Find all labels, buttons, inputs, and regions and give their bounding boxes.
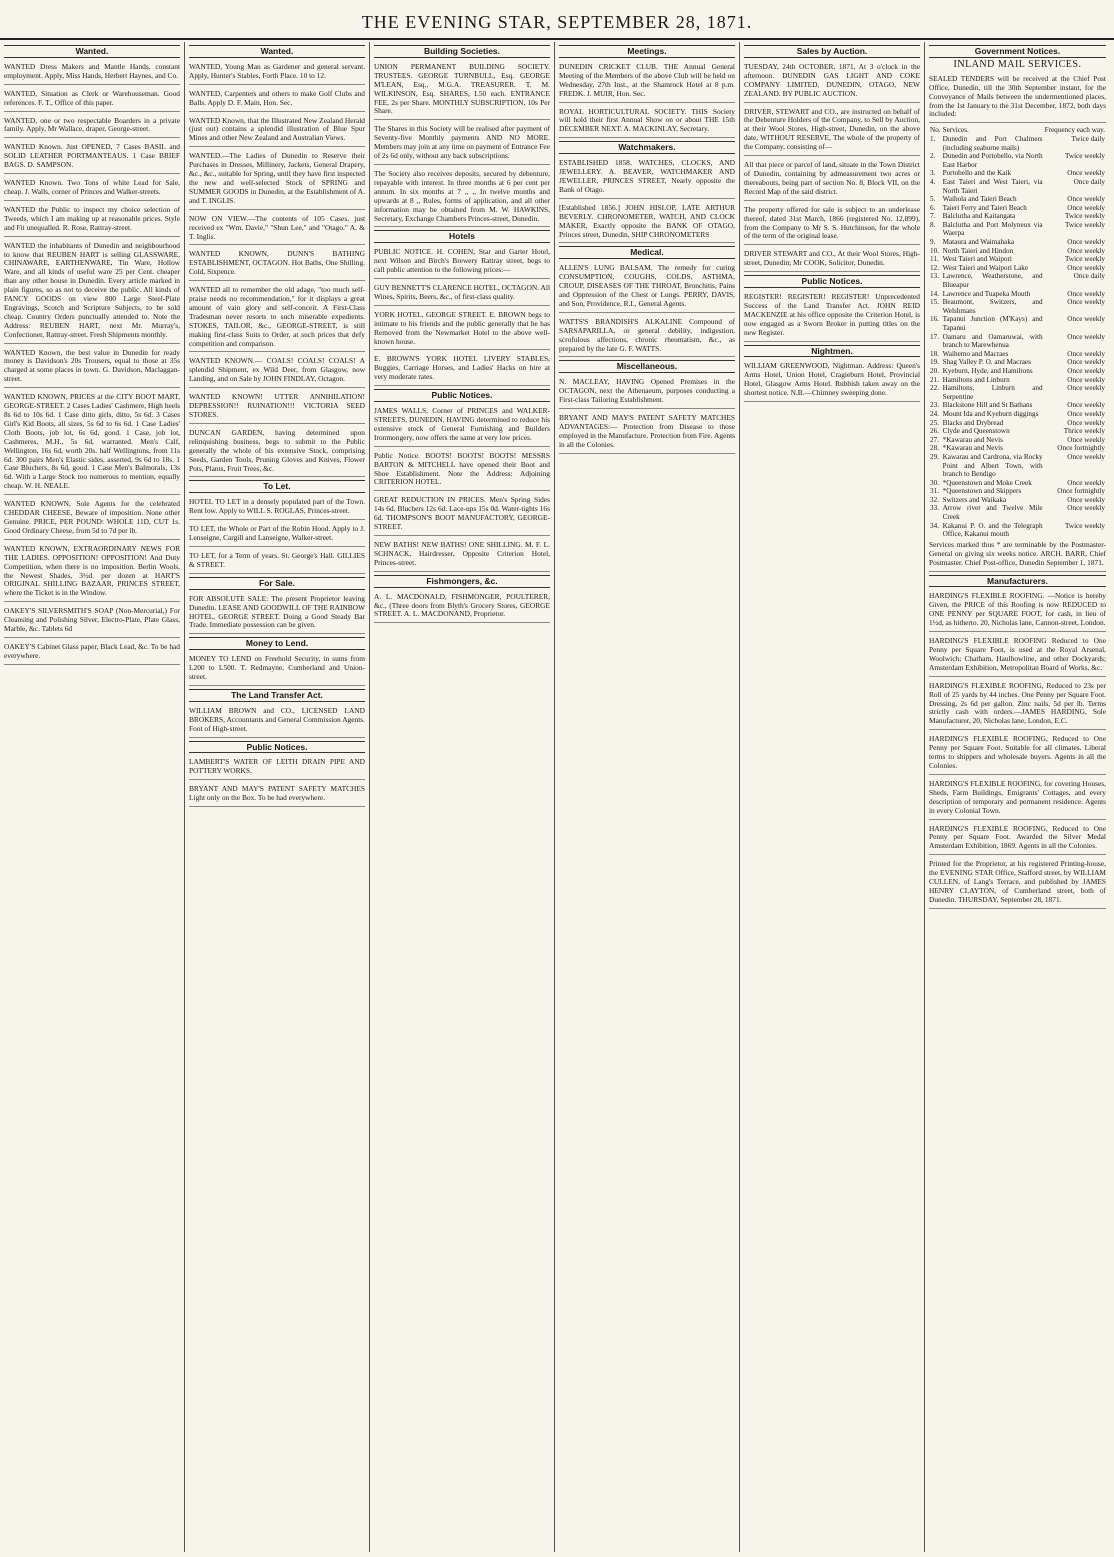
- table-row: [929, 264, 1106, 273]
- table-cell: Once weekly: [1067, 401, 1105, 410]
- advertisement: WANTED, one or two respectable Boarders in a private family. Apply, Mr Wallace, draper, George-street.: [4, 115, 180, 139]
- advertisement: ALLEN'S LUNG BALSAM. The remedy for curing CONSUMPTION, COUGHS, COLDS, ASTHMA, CROUP, DISEASES OF THE THROAT, Bronchitis, Pains and Oppression of the Chest or Lungs. PERRY, DAVIS, and Son, Providence, R.I., General Agents.: [559, 262, 735, 313]
- table-cell: Once weekly: [1067, 366, 1105, 375]
- advertisement: WANTED KNOWN.— COALS! COALS! COALS! A splendid Shipment, ex Wild Deer, from Glasgow, now Landing, and on Sale by JOHN FINDLAY, Octagon.: [189, 355, 365, 388]
- advertisement: DRIVER, STEWART and CO., are instructed on behalf of the Debenture Holders of the Company, to Sell by Auction, at their Wool Stores, High-street, Dunedin, on the above date, WITHOUT RESERVE, The whole of the property of the Company, consisting of—: [744, 106, 920, 157]
- advertisement: REGISTER! REGISTER! REGISTER! Unprecedented Success of the Land Transfer Act. JOHN REID MACKENZIE at his office opposite the Criterion Hotel, is now engaged as a Sworn Broker in putting titles on the new Register.: [744, 291, 920, 342]
- advertisement: DUNCAN GARDEN, having determined upon relinquishing business, begs to submit to the Public generally the whole of his extensive Stock, comprising Seeds, Garden Tools, Pruning Gloves and Knives, Flower Pots, Plants, Fruit Trees, &c.: [189, 427, 365, 478]
- table-cell: Twice weekly: [1064, 152, 1105, 161]
- table-row: [929, 178, 1106, 195]
- table-cell: Twice weekly: [1064, 212, 1105, 221]
- table-row: [929, 401, 1106, 410]
- table-cell: *Queenstown and Skippers: [942, 487, 1022, 496]
- table-cell: Tapanui Junction (M'Kays) and Tapanui: [942, 315, 1043, 332]
- table-row: [929, 444, 1106, 453]
- table-cell: 18.: [930, 349, 939, 358]
- table-row: [929, 479, 1106, 488]
- table-cell: Lawrence and Tuapeka Mouth: [942, 289, 1031, 298]
- table-cell: Mataura and Waimahaka: [942, 238, 1015, 247]
- table-cell: 10.: [930, 246, 939, 255]
- column-3: [370, 42, 555, 1552]
- advertisement: WANTED.—The Ladies of Dunedin to Reserve their Purchases in Dresses, Millinery, Jackets, General Drapery, &c., &c., suitable for Spring, until they have first inspected the new and well-selected Stock of SPRING and SUMMER GOODS in Dunedin, at the Establishment of A. and T. INGLIS.: [189, 150, 365, 209]
- table-cell: 22.: [930, 384, 939, 393]
- table-header-cell: Frequency each way.: [1044, 126, 1105, 135]
- table-cell: Waihola and Taieri Beach: [942, 195, 1017, 204]
- table-cell: *Queenstown and Moke Creek: [942, 478, 1032, 487]
- table-cell: Once weekly: [1067, 203, 1105, 212]
- section-heading: Hotels: [374, 230, 550, 243]
- table-cell: Once fortnightly: [1057, 444, 1105, 453]
- table-cell: Blacks and Drybread: [942, 418, 1004, 427]
- advertisement: [Established 1856.] JOHN HISLOP, LATE ARTHUR BEVERLY. CHRONOMETER, WATCH, AND CLOCK MAKER, Exactly opposite the BANK OF OTAGO, Princes street, Dunedin, SHIP CHRONOMETERS: [559, 202, 735, 244]
- advertisement: DUNEDIN CRICKET CLUB. THE Annual General Meeting of the Members of the above Club will be held on Wednesday, 27th Inst., at the Shamrock Hotel at 8 p.m. FREDK. J. MUIR, Hon. Sec.: [559, 61, 735, 103]
- table-cell: 13.: [930, 272, 939, 281]
- table-cell: Thrice weekly: [1063, 427, 1105, 436]
- section-heading: Wanted.: [4, 45, 180, 58]
- advertisement: WANTED, Situation as Clerk or Warehouseman. Good references. F. T., Office of this paper.: [4, 88, 180, 112]
- advertisement: WANTED Known, the best value in Dunedin for ready money is Davidson's 20s Trousers, equal to those at 35s charged at some places in town. G. Davidson, Maclaggan-street.: [4, 347, 180, 389]
- table-cell: 29.: [930, 452, 939, 461]
- table-cell: 30.: [930, 478, 939, 487]
- section-heading: Public Notices.: [189, 741, 365, 754]
- advertisement: All that piece or parcel of land, situate in the Town District of Dunedin, containing by admeasurement two acres or thereabouts, being part of section No. 8, Block VII, on the Record Map of the said district.: [744, 159, 920, 201]
- table-cell: Lawrence, Weatherstone, and Blueapur: [942, 272, 1043, 290]
- table-cell: Once weekly: [1067, 332, 1105, 341]
- advertisement: WANTED KNOWN, Sole Agents for the celebrated CHEDDAR CHEESE, Beware of imposition. None other Genuine. PRICE, PER POUND: WHOLE 11D, CUT 1s. Good Ordinary Cheese, from 5d to 7d per lb.: [4, 498, 180, 540]
- table-row: [929, 169, 1106, 178]
- column-4: [555, 42, 740, 1552]
- advertisement: WANTED the Public to inspect my choice selection of Tweeds, which I am making up at reasonable prices. Style and Fit unequalled. R. Rose, Rattray-street.: [4, 204, 180, 237]
- advertisement: TUESDAY, 24th OCTOBER, 1871, At 3 o'clock in the afternoon. DUNEDIN GAS LIGHT AND COKE COMPANY LIMITED, DUNEDIN, OTAGO, NEW ZEALAND. BY PUBLIC AUCTION.: [744, 61, 920, 103]
- table-cell: Beaumont, Switzers, and Welshmans: [942, 298, 1043, 315]
- advertisement: The Society also receives deposits, secured by debenture, repayable with interest. In three months at 6 per cent per annum. In six months at 7 ,, ,, In twelve months and upwards at 8 ,, Rules, forms of application, and all other information may be obtained from M. W. HAWKINS, Secretary, Exchange Chambers Princes-street, Dunedin.: [374, 168, 550, 227]
- table-row: [929, 272, 1106, 289]
- advertisement: WATTS'S BRANDISH'S ALKALINE Compound of SARSAPARILLA, or general debility, indigestion, scrofulous affections, chronic rheumatism, &c., as prepared by the late G. F. WATTS.: [559, 316, 735, 358]
- table-cell: 26.: [930, 427, 939, 436]
- table-row: [929, 152, 1106, 169]
- table-cell: 1.: [930, 134, 936, 143]
- advertisement: A. L. MACDONALD, FISHMONGER, POULTERER, &c., (Three doors from Blyth's Grocery Stores, GEORGE STREET. A. L. MACDONAND, Proprietor.: [374, 591, 550, 624]
- table-cell: Hamiltons, Linburn and Serpentine: [942, 384, 1043, 401]
- masthead-rule: [0, 38, 1114, 40]
- table-cell: Balclutha and Port Molyneux via Waerpa: [942, 220, 1043, 238]
- table-cell: Once weekly: [1067, 495, 1105, 504]
- table-cell: Kakanui P. O. and the Telegraph Office, Kakanui mouth: [942, 521, 1043, 539]
- table-cell: 11.: [930, 255, 939, 264]
- section-heading: The Land Transfer Act.: [189, 689, 365, 702]
- section-heading: Fishmongers, &c.: [374, 575, 550, 588]
- mail-services-title: INLAND MAIL SERVICES.: [953, 58, 1082, 70]
- table-cell: Once weekly: [1067, 315, 1105, 324]
- table-cell: 16.: [930, 315, 939, 324]
- section-heading: To Let.: [189, 480, 365, 493]
- table-cell: 9.: [930, 238, 936, 247]
- section-heading: Money to Lend.: [189, 637, 365, 650]
- table-cell: 23.: [930, 401, 939, 410]
- table-cell: Once weekly: [1067, 435, 1105, 444]
- advertisement: NEW BATHS! NEW BATHS! ONE SHILLING. M. F. L. SCHNACK, Hairdresser, Opposite Criterion Hotel, Princes-street.: [374, 539, 550, 572]
- table-row: [929, 298, 1106, 315]
- advertisement: HARDING'S FLEXIBLE ROOFING, Reduced to 23s per Roll of 25 yards by 44 inches. One Penny per Square Foot. Dressing, 2s 6d per gallon. Zinc nails, 5d per lb. Terms strictly cash with orders.—JAMES HARDING, Sole Manufacturer, 20, Nicholas lane, London, E.C.: [929, 680, 1106, 731]
- section-heading: Nightmen.: [744, 345, 920, 358]
- table-header-cell: Services.: [942, 126, 969, 135]
- table-row: [929, 333, 1106, 350]
- advertisement: JAMES WALLS, Corner of PRINCES and WALKER-STREETS, DUNEDIN. HAVING determined to reduce his extensive stock of General Furnishing and Builders Ironmongery, now offers the same at very low prices.: [374, 405, 550, 447]
- advertisement: HARDING'S FLEXIBLE ROOFING. —Notice is hereby Given, the PRICE of this Roofing is now REDUCED to ONE PENNY per SQUARE FOOT, for cash, in lieu of 1½d, as hitherto. 20, Nicholas lane, Cannon-street, London.: [929, 590, 1106, 632]
- section-heading: Meetings.: [559, 45, 735, 58]
- table-cell: Once weekly: [1067, 349, 1105, 358]
- table-header-row: [929, 126, 1106, 135]
- column-1: [0, 42, 185, 1552]
- table-cell: Once weekly: [1067, 452, 1105, 461]
- section-heading: Government Notices.: [929, 45, 1106, 58]
- table-row: [929, 135, 1106, 152]
- table-cell: 15.: [930, 298, 939, 307]
- table-header-cell: No.: [930, 126, 941, 135]
- table-cell: West Taieri and Waipori Lake: [942, 263, 1029, 272]
- table-cell: Once weekly: [1067, 478, 1105, 487]
- table-row: [929, 221, 1106, 238]
- column-6: [925, 42, 1110, 1552]
- mail-footer: Services marked thus * are terminable by the Postmaster-General on giving six weeks notice. ARCH. BARR, Chief Postmaster. Chief Post-office, Dunedin September 1, 1871.: [929, 539, 1106, 572]
- advertisement: WANTED all to remember the old adage, "too much self-praise needs no recommendation," for it displays a great amount of vain glory and self-conceit. A First-Class Tradesman never resorts to such miserable expedients. STOKES, TAILOR, &c., GEORGE-STREET, is still making first-class Suits to Order, at such prices that defy competition and comparison.: [189, 284, 365, 352]
- table-cell: Once weekly: [1067, 358, 1105, 367]
- table-cell: Shag Valley P. O. and Macraes: [942, 358, 1031, 367]
- advertisement: WANTED KNOWN, EXTRAORDINARY NEWS FOR THE LADIES. OPPOSITION! OPPOSITION! And Duty Competition, when there is no imposition. Berlin Wools, the Newest Shades, 3½d. per dozen at HART'S ORIGINAL SHILLING BAZAAR, PRINCES STREET, where the Ticket is in the Window.: [4, 543, 180, 602]
- advertisement: WANTED KNOWN, PRICES at the CITY BOOT MART, GEORGE-STREET. 2 Cases Ladies' Cashmere, High heels 8s 6d to 10s 6d. 1 Case ditto girls, ditto, 5s 6d. 3 Cases Girl's Kid Boots, all sizes, 5s 6d to 6s 6d. 1 Case Ladies' Cloth Boots, job lot, 6s 6d, good. 1 Case, job lot, Cashmeres, M.H., 5s 6d, warranted. Men's Calf, Wellington, 16s 6d, worth 20s. half Wellingtons, from 11s 6d. 300 pairs Men's Elastic sides, asserted, 9s 6d to 18s. 1 Case Bluchers, 8s 6d, good. 1 Case Men's Balmorals, 13s 6d. With a Large Stock too numerous to mention, equally cheap. W. H. NEALE.: [4, 391, 180, 495]
- table-cell: 17.: [930, 332, 939, 341]
- advertisement: HARDING'S FLEXIBLE ROOFING, Reduced to One Penny per Square Foot. Awarded the Silver Medal Amsterdam Exhibition, 1869. Agents in all the Colonies.: [929, 823, 1106, 856]
- table-cell: Once daily: [1073, 272, 1105, 281]
- table-cell: North Taieri and Hindon: [942, 246, 1014, 255]
- advertisement: GREAT REDUCTION IN PRICES. Men's Spring Sides 14s 6d. Bluchers 12s 6d. Lace-ups 15s 0d. Water-tights 16s 6d. THOMPSON'S BOOT MANUFACTORY, GEORGE-STREET.: [374, 494, 550, 536]
- advertisement: WANTED KNOWN, DUNN'S BATHING ESTABLISHMENT, OCTAGON. Hot Baths, One Shilling. Cold, Sixpence.: [189, 248, 365, 281]
- table-row: [929, 204, 1106, 213]
- table-row: [929, 419, 1106, 428]
- table-cell: 14.: [930, 289, 939, 298]
- table-cell: Once daily: [1073, 177, 1105, 186]
- printer-imprint: Printed for the Proprietor, at his registered Printing-house, the EVENING STAR Office, Stafford street, by WILLIAM CULLEN, of Lang's Terrace, and published by JAMES HENRY CLAYTON, of Cumberland street, both of Dunedin. THURSDAY, September 28, 1871.: [929, 858, 1106, 909]
- table-cell: Twice weekly: [1064, 521, 1105, 530]
- table-cell: 3.: [930, 169, 936, 178]
- advertisement: WANTED Dress Makers and Mantle Hands, constant employment. Apply, Miss Hands, Herbert Haynes, and Co.: [4, 61, 180, 85]
- section-heading: Wanted.: [189, 45, 365, 58]
- advertisement: OAKEY'S SILVERSMITH'S SOAP (Non-Mercurial,) For Cleansing and Polishing Silver, Electro-Plate, Plate Glass, Marble, &c. Tablets 6d: [4, 605, 180, 638]
- table-row: [929, 247, 1106, 256]
- table-cell: 6.: [930, 203, 936, 212]
- columns: [0, 42, 1114, 1552]
- table-cell: Once weekly: [1067, 289, 1105, 298]
- table-cell: 28.: [930, 444, 939, 453]
- table-cell: 7.: [930, 212, 936, 221]
- advertisement: BRYANT AND MAY'S PATENT SAFETY MATCHES ADVANTAGES:— Protection from Disease to those employed in the Manufacture. Protection from Fire. Agents in all the Colonies.: [559, 412, 735, 454]
- advertisement: WILLIAM BROWN and CO., LICENSED LAND BROKERS, Accountants and General Commission Agents. Foot of High-street.: [189, 705, 365, 738]
- section-heading: Sales by Auction.: [744, 45, 920, 58]
- table-cell: Switzers and Waikaka: [942, 495, 1007, 504]
- table-cell: Once weekly: [1067, 195, 1105, 204]
- advertisement: BRYANT AND MAY'S PATENT SAFETY MATCHES Light only on the Box. To be had everywhere.: [189, 783, 365, 807]
- advertisement: MONEY TO LEND on Freehold Security, in sums from L200 to L500. T. Redmayne, Cumberland and Union-street.: [189, 653, 365, 686]
- section-heading: Watchmakers.: [559, 141, 735, 154]
- advertisement: WANTED the inhabitants of Dunedin and neighbourhood to know that REUBEN HART is selling GLASSWARE, CHINAWARE, EARTHENWARE, Tin Ware, Hollow Ware, and all kinds of useful ware 25 per Cent. cheaper than any other house in Dunedin. Every article marked in plain figures, so as not to deceive the public. All kinds of FANCY GOODS on view 800 Large Steel-Plate Engravings, Scotch and Scripture Subjects, to be sold cheap. Country Orders punctually attended to. Note the Address: REUBEN HART, next Mr. Murray's, Confectioner, Rattray-street. Fresh Shipments monthly.: [4, 240, 180, 344]
- table-cell: Once fortnightly: [1057, 487, 1105, 496]
- table-row: [929, 487, 1106, 496]
- table-cell: Once weekly: [1067, 409, 1105, 418]
- table-cell: Once weekly: [1067, 418, 1105, 427]
- mail-services-table: [929, 126, 1106, 539]
- advertisement: UNION PERMANENT BUILDING SOCIETY. TRUSTEES. GEORGE TURNBULL, Esq. GEORGE M'LEAN, Esq., M.G.A. TREASURER. T. M. WILKINSON, Esq. SHARES, L50 each. ENTRANCE FEE, 2s per Share. MONTHLY SUBSCRIPTION, 10s Per Share.: [374, 61, 550, 120]
- advertisement: WANTED, Carpenters and others to make Golf Clubs and Balls. Apply D. F. Main, Hon. Sec.: [189, 88, 365, 112]
- table-row: [929, 436, 1106, 445]
- table-row: [929, 290, 1106, 299]
- advertisement: PUBLIC NOTICE. H. COHEN, Star and Garter Hotel, next Wilson and Birch's Brewery Rattray street, begs to call public attention to the following prices:—: [374, 246, 550, 279]
- advertisement: FOR ABSOLUTE SALE: The present Proprietor leaving Dunedin. LEASE AND GOODWILL OF THE RAINBOW HOTEL, GEORGE STREET. Doing a Good Steady Bar Trade. Immediate possession can be given.: [189, 593, 365, 635]
- table-row: [929, 255, 1106, 264]
- table-row: [929, 522, 1106, 539]
- table-cell: 4.: [930, 177, 936, 186]
- table-cell: Twice weekly: [1064, 220, 1105, 229]
- table-cell: Once weekly: [1067, 384, 1105, 393]
- table-row: [929, 453, 1106, 479]
- table-cell: Kawarau and Cardrona, via Rocky Point and Albert Town, with branch to Bendigo: [942, 452, 1043, 479]
- table-cell: 31.: [930, 487, 939, 496]
- table-cell: Twice weekly: [1064, 255, 1105, 264]
- advertisement: TO LET, the Whole or Part of the Robin Hood. Apply to J. Lenseigne, Cargill and Lanseigne, Walker-street.: [189, 523, 365, 547]
- section-heading: Public Notices.: [744, 275, 920, 288]
- table-cell: 27.: [930, 435, 939, 444]
- table-cell: Once weekly: [1067, 504, 1105, 513]
- table-row: [929, 358, 1106, 367]
- table-cell: Portobello and the Kaik: [942, 169, 1012, 178]
- table-cell: Once weekly: [1067, 298, 1105, 307]
- table-cell: Once weekly: [1067, 169, 1105, 178]
- table-row: [929, 367, 1106, 376]
- table-cell: Once weekly: [1067, 238, 1105, 247]
- advertisement: YORK HOTEL, GEORGE STREET. E. BROWN begs to intimate to his friends and the public generally that he has Removed from the Newmarket Hotel to the above well-known house.: [374, 309, 550, 351]
- section-heading: Building Societies.: [374, 45, 550, 58]
- table-cell: Balclutha and Kaitangata: [942, 212, 1016, 221]
- table-cell: 8.: [930, 220, 936, 229]
- advertisement: HARDING'S FLEXIBLE ROOFING, Reduced to One Penny per Square Foot. Suitable for all climates. Liberal terms to shippers and wholesale buyers. Agents in all the Colonies.: [929, 733, 1106, 775]
- table-row: [929, 376, 1106, 385]
- section-heading: Miscellaneous.: [559, 360, 735, 373]
- table-cell: West Taieri and Waipori: [942, 255, 1012, 264]
- table-row: [929, 315, 1106, 332]
- table-cell: Once weekly: [1067, 246, 1105, 255]
- table-cell: 32.: [930, 495, 939, 504]
- table-cell: Kyeburn, Hyde, and Hamiltons: [942, 366, 1033, 375]
- advertisement: ROYAL HORTICULTURAL SOCIETY. THIS Society will hold their first Annual Show on or about THE 15th DECEMBER NEXT. A. MACKINLAY, Secretary.: [559, 106, 735, 139]
- section-heading: Medical.: [559, 246, 735, 259]
- advertisement: ESTABLISHED 1858. WATCHES, CLOCKS, AND JEWELLERY. A. BEAVER, WATCHMAKER AND JEWELLER, PRINCES STREET, Nearly opposite the Bank of Otago.: [559, 157, 735, 199]
- table-cell: Once weekly: [1067, 263, 1105, 272]
- table-cell: East Taieri and West Taieri, via North Taieri: [942, 177, 1043, 195]
- advertisement: OAKEY'S Cabinet Glass paper, Black Lead, &c. To be had everywhere.: [4, 641, 180, 665]
- table-cell: Clyde and Queenstown: [942, 427, 1010, 436]
- table-cell: 19.: [930, 358, 939, 367]
- section-heading: Public Notices.: [374, 389, 550, 402]
- section-heading: Manufacturers.: [929, 575, 1106, 588]
- table-cell: Taieri Ferry and Taieri Beach: [942, 203, 1027, 212]
- masthead: THE EVENING STAR, SEPTEMBER 28, 1871.: [361, 12, 753, 32]
- advertisement: E. BROWN'S YORK HOTEL LIVERY STABLES, Buggies, Carriage Horses, and Ladies' Hacks on hire at very moderate rates.: [374, 353, 550, 386]
- section-heading: For Sale.: [189, 577, 365, 590]
- table-cell: 12.: [930, 263, 939, 272]
- advertisement: WANTED Known. Just OPENED, 7 Cases BASIL and SOLID LEATHER PORTMANTEAUS. 1 Case BRIEF BAGS. D. SAMPSON.: [4, 141, 180, 174]
- advertisement: HARDING'S FLEXIBLE ROOFING Reduced to One Penny per Square Foot, is used at the Royal Arsenal, Woolwich; Chatham, Haulbowline, and other Dockyards; Amsterdam Exhibition, Metropolitan Board of Works, &c.: [929, 635, 1106, 677]
- table-cell: 34.: [930, 521, 939, 530]
- table-cell: Mount Ida and Kyeburn diggings: [942, 409, 1039, 418]
- mail-intro: SEALED TENDERS will be received at the Chief Post Office, Dunedin, till the 30th September instant, for the Conveyance of Mails between the undermentioned places, from the 1st January to the 31st December, 1872, both days included:: [929, 73, 1106, 124]
- advertisement: Public Notice. BOOTS! BOOTS! BOOTS! MESSRS BARTON & MITCHELL have opened their Boot and Shoe Establishment. Note the Address: Adjoining CRITERION HOTEL.: [374, 450, 550, 492]
- column-5: [740, 42, 925, 1552]
- table-cell: Oamaru and Oamaruwai, with branch to Marewhenua: [942, 332, 1043, 350]
- advertisement: N. MACLEAY, HAVING Opened Premises in the OCTAGON, next the Athenaeum, purposes conducting a First-class Tailoring Establishment.: [559, 376, 735, 409]
- column-2: [185, 42, 370, 1552]
- table-cell: *Kawarau and Nevis: [942, 444, 1003, 453]
- table-cell: 2.: [930, 152, 936, 161]
- advertisement: WANTED Known. Two Tons of white Lead for Sale, cheap. J. Walls, corner of Princes and Walker-streets.: [4, 177, 180, 201]
- table-row: [929, 195, 1106, 204]
- advertisement: The Shares in this Society will be realised after payment of Seventy-five Monthly payments AND NO MORE. Members may join at any time on payment of Entrance Fee of 2s 6d only, without any back subscriptions.: [374, 123, 550, 165]
- table-cell: 21.: [930, 375, 939, 384]
- table-cell: 25.: [930, 418, 939, 427]
- advertisement: HOTEL TO LET in a densely populated part of the Town. Rent low. Apply to WILL S. ROGLAS, Princes-street.: [189, 496, 365, 520]
- table-row: [929, 427, 1106, 436]
- table-cell: 5.: [930, 195, 936, 204]
- table-row: [929, 504, 1106, 521]
- table-cell: Hamiltons and Linburn: [942, 375, 1010, 384]
- advertisement: HARDING'S FLEXIBLE ROOFING, for covering Houses, Sheds, Farm Buildings, Emigrants' Cottages, and every description of temporary and permanent residence. Agents in every Colonial Town.: [929, 778, 1106, 820]
- table-row: [929, 410, 1106, 419]
- table-cell: Twice daily: [1071, 134, 1105, 143]
- table-row: [929, 212, 1106, 221]
- advertisement: WILLIAM GREENWOOD, Nightman. Address: Queen's Arms Hotel, Union Hotel, Cragieburn Hotel, Provincial Hotel, Glasgow Arms Hotel. Rubbish taken away on the shortest notice. N.B.—Chimney sweeping done.: [744, 360, 920, 402]
- advertisement: NOW ON VIEW.—The contents of 105 Cases, just received ex "Wm. Davie," "Shun Lee," and "Otago." A. & T. Inglis.: [189, 213, 365, 246]
- advertisement: WANTED, Young Man as Gardener and general servant. Apply, Hunter's Stables, Forth Place. 10 to 12.: [189, 61, 365, 85]
- table-row: [929, 238, 1106, 247]
- table-cell: Once weekly: [1067, 375, 1105, 384]
- table-cell: 24.: [930, 409, 939, 418]
- table-cell: Dunedin and Portobello, via North East Harbor: [942, 152, 1043, 169]
- table-cell: Dunedin and Port Chalmers (including seaborne mails): [942, 134, 1043, 152]
- table-cell: Arrow river and Twelve Mile Creek: [942, 504, 1043, 522]
- table-row: [929, 496, 1106, 505]
- table-cell: 33.: [930, 504, 939, 513]
- advertisement: DRIVER STEWART and CO., At their Wool Stores, High-street, Dunedin; Mr COOK, Solicitor, Dunedin.: [744, 248, 920, 272]
- advertisement: WANTED Known, that the Illustrated New Zealand Herald (just out) contains a splendid illustration of Blue Spur Mines and other New Zealand and Australian Views.: [189, 115, 365, 148]
- advertisement: LAMBERT'S WATER OF LEITH DRAIN PIPE AND POTTERY WORKS.: [189, 756, 365, 780]
- table-row: [929, 350, 1106, 359]
- advertisement: The property offered for sale is subject to an underlease thereof, dated 31st March, 1866 (registered No. 12,899), from the Company to Mr S. S. Hutchinson, for the whole of the term of the original lease.: [744, 204, 920, 246]
- advertisement: TO LET, for a Term of years. St. George's Hall. GILLIES & STREET.: [189, 550, 365, 574]
- advertisement: WANTED KNOWN! UTTER ANNIHILATION! DEPRESSION!! RUINATION!!! VICTORIA SEED STORES.: [189, 391, 365, 424]
- advertisement: GUY BENNETT'S CLARENCE HOTEL, OCTAGON. All Wines, Spirits, Beers, &c., of first-class quality.: [374, 282, 550, 306]
- table-cell: *Kawarau and Nevis: [942, 435, 1003, 444]
- table-row: [929, 384, 1106, 401]
- table-cell: 20.: [930, 366, 939, 375]
- table-cell: Blackstone Hill and St Bathans: [942, 401, 1033, 410]
- table-cell: Waihemo and Macraes: [942, 349, 1009, 358]
